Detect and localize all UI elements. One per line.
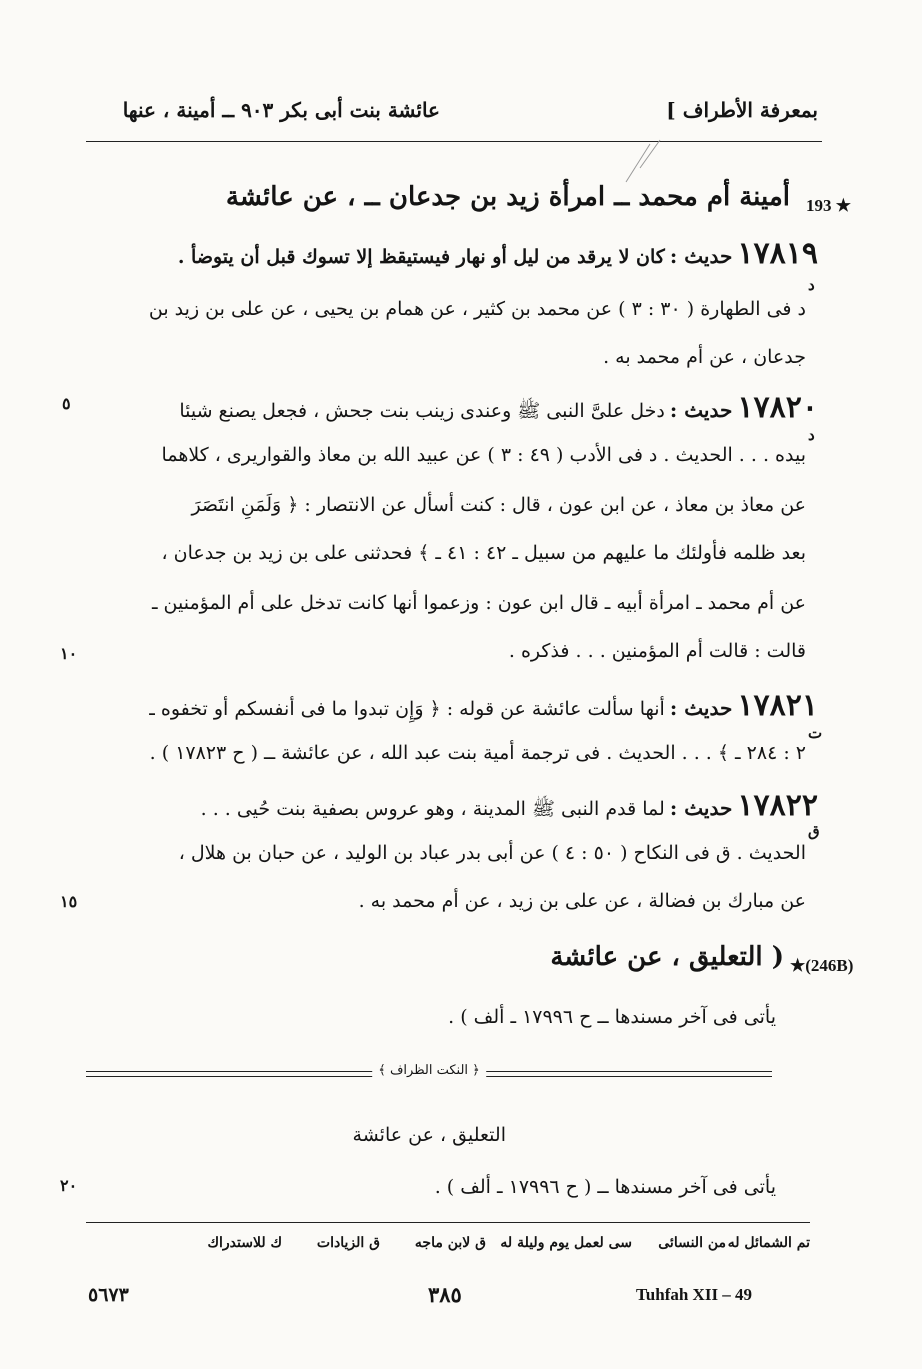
hadith-header [179, 390, 818, 427]
page-number-center: ٣٨٥ [428, 1282, 462, 1307]
entry-title: أمينة أم محمد ــ امرأة زيد بن جدعان ــ ، عن عائشة [225, 182, 790, 212]
smudge-mark [620, 138, 664, 186]
entry-title: ( التعليق ، عن عائشة [550, 942, 784, 972]
section-divider [86, 1063, 772, 1082]
text-line: د فى الطهارة ( ٣٠ : ٣ ) عن محمد بن كثير ، عن همام بن يحيى ، عن على بن زيد بن [148, 298, 806, 320]
margin-line-number: ٥ [62, 394, 71, 413]
margin-line-number: ١٠ [60, 644, 78, 663]
text-line: عن مبارك بن فضالة ، عن على بن زيد ، عن أم محمد به . [358, 890, 806, 912]
hadith-text: دخل علىَّ النبى ﷺ وعندى زينب بنت جحش ، فجعل يصنع شيئا [179, 400, 665, 422]
volume-page-ref: Tuhfah XII – 49 [636, 1285, 753, 1304]
text-line: جدعان ، عن أم محمد به . [603, 346, 806, 368]
footer-siglum: ق الزيادات [316, 1235, 380, 1251]
footer-siglum: تم الشمائل له [727, 1235, 810, 1251]
footer-siglum: ك للاستدراك [207, 1235, 282, 1251]
footer-siglum: سى لعمل يوم وليلة له [500, 1235, 632, 1251]
text-line: قالت : قالت أم المؤمنين . . . فذكره . [508, 640, 806, 662]
page-number-arabic: ٥٦٧٣ [88, 1284, 129, 1306]
text-line: ٢ : ٢٨٤ ـ ﴾ . . . الحديث . فى ترجمة أمية بنت عبد الله ، عن عائشة ــ ( ح ١٧٨٢٣ ) . [149, 742, 806, 764]
hadith-text: لما قدم النبى ﷺ المدينة ، وهو عروس بصفية بنت حُيى . . . [200, 798, 665, 820]
hadith-word: حديث : [669, 398, 733, 422]
entry-number: 193 ★ [806, 196, 851, 215]
footer-siglum: ق لابن ماجه [414, 1235, 486, 1251]
hadith-word: حديث : [669, 244, 733, 268]
nukat-line: يأتى فى آخر مسندها ــ ( ح ١٧٩٩٦ ـ ألف ) . [434, 1176, 776, 1198]
text-line: عن معاذ بن معاذ ، عن ابن عون ، قال : كنت أسأل عن الانتصار : ﴿ وَلَمَنِ انتَصَرَ [191, 494, 806, 516]
hadith-number: ١٧٨٢١ [737, 688, 818, 723]
running-subtitle: عائشة بنت أبى بكر ٩٠٣ ــ أمينة ، عنها [122, 98, 440, 122]
hadith-word: حديث : [669, 796, 733, 820]
hadith-text: أنها سألت عائشة عن قوله : ﴿ وَإِن تبدوا ما فى أنفسكم أو تخفوه ـ [149, 698, 665, 720]
text-line: عن أم محمد ـ امرأة أبيه ـ قال ابن عون : وزعموا أنها كانت تدخل على أم المؤمنين ـ [151, 592, 806, 614]
header-rule [86, 141, 822, 142]
hadith-header [178, 236, 818, 271]
footer-rule [86, 1222, 810, 1223]
hadith-header [201, 788, 818, 825]
hadith-number: ١٧٨١٩ [737, 236, 818, 271]
entry-number: ★(246B) [790, 956, 854, 975]
text-line: بعد ظلمه فأولئك ما عليهم من سبيل ـ ٤٢ : ٤١ ـ ﴾ فحدثنى على بن زيد بن جدعان ، [161, 542, 806, 564]
hadith-number: ١٧٨٢٠ [737, 390, 818, 425]
text-line: يأتى فى آخر مسندها ــ ح ١٧٩٩٦ ـ ألف ) . [448, 1006, 776, 1028]
hadith-siglum: ق [808, 822, 820, 840]
hadith-header [149, 688, 818, 723]
hadith-number: ١٧٨٢٢ [737, 788, 818, 823]
text-line: الحديث . ق فى النكاح ( ٥٠ : ٤ ) عن أبى بدر عباد بن الوليد ، عن حبان بن هلال ، [178, 842, 806, 864]
running-title: بمعرفة الأطراف ] [666, 98, 818, 122]
margin-line-number: ٢٠ [60, 1176, 78, 1195]
footer-siglum: من النسائى [658, 1235, 726, 1251]
hadith-siglum: د [808, 276, 815, 294]
hadith-text: كان لا يرقد من ليل أو نهار فيستيقظ إلا تسوك قبل أن يتوضأ . [177, 246, 665, 268]
nukat-title: التعليق ، عن عائشة [352, 1124, 506, 1146]
hadith-siglum: د [808, 426, 815, 444]
hadith-word: حديث : [669, 696, 733, 720]
divider-label: ﴿ النكت الظراف ﴾ [372, 1063, 486, 1078]
margin-line-number: ١٥ [60, 892, 78, 911]
hadith-siglum: ت [808, 724, 823, 742]
text-line: بيده . . . الحديث . د فى الأدب ( ٤٩ : ٣ ) عن عبيد الله بن معاذ والقواريرى ، كلاهما [161, 444, 806, 466]
